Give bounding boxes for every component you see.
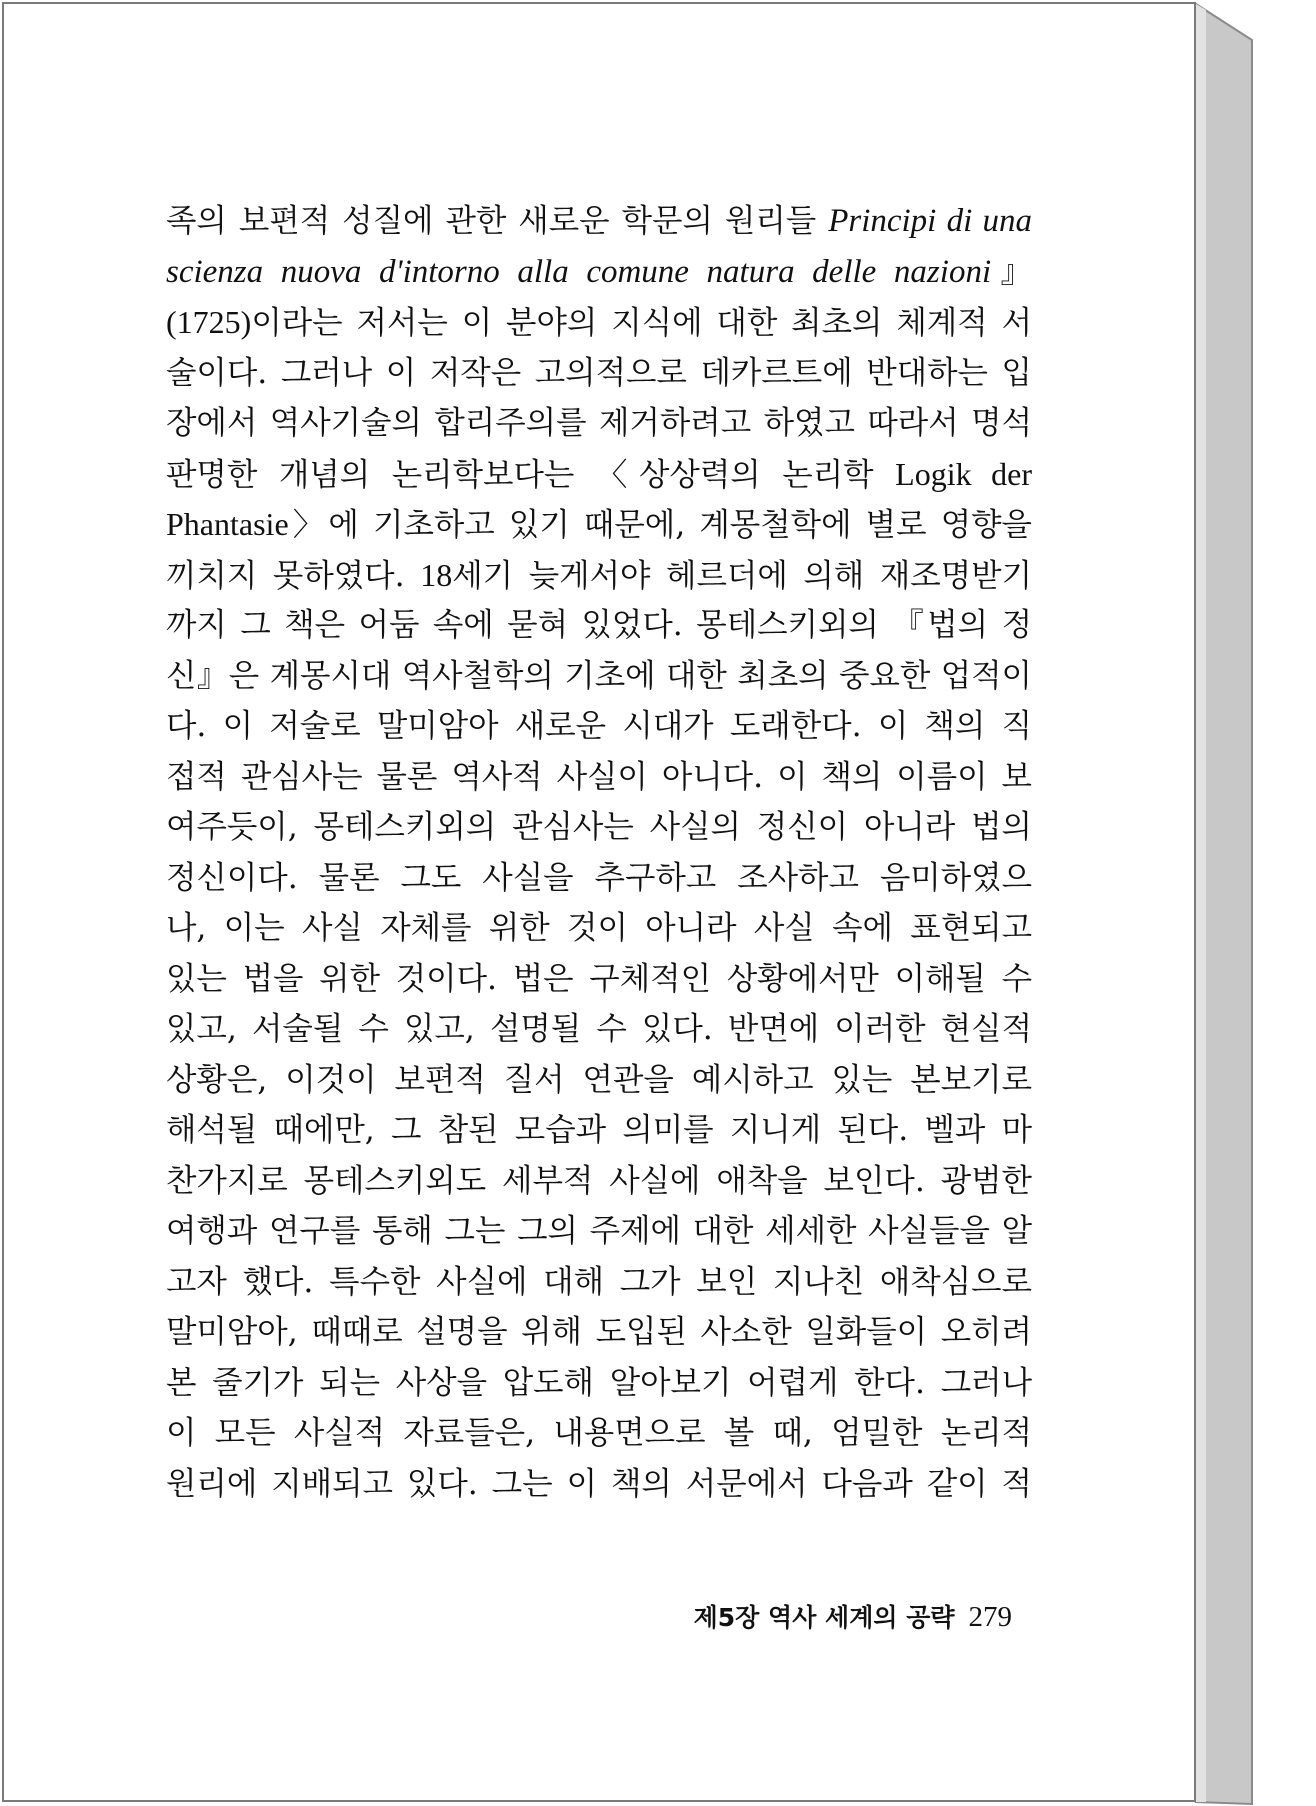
body-text: [166, 196, 1032, 1509]
text-line: [166, 853, 1032, 904]
text-segment: 세기 늦게서야 헤르더에 의해 재조명받기: [452, 557, 1032, 594]
text-line: [166, 802, 1032, 853]
text-segment: 18: [420, 556, 453, 593]
text-line: [166, 247, 1032, 298]
text-line: [166, 449, 1032, 500]
text-line: [166, 701, 1032, 752]
text-line: [166, 297, 1032, 348]
running-head-chapter: 제5장 역사 세계의 공략: [693, 1603, 955, 1632]
text-line: [166, 1459, 1032, 1510]
text-segment: 〉에 기초하고 있기 때문에, 계몽철학에 별로 영향을: [288, 507, 1032, 543]
text-segment: 정신이다. 물론 그도 사실을 추구하고 조사하고 음미하였으: [166, 859, 1032, 896]
text-line: [166, 1156, 1032, 1207]
text-segment: 이 모든 사실적 자료들은, 내용면으로 볼 때, 엄밀한 논리적: [166, 1415, 1032, 1451]
text-segment: 상황은, 이것이 보편적 질서 연관을 예시하고 있는 본보기로: [166, 1061, 1032, 1098]
text-line: [166, 398, 1032, 449]
text-line: [166, 1257, 1032, 1308]
text-segment: 판명한 개념의 논리학보다는 〈상상력의 논리학: [166, 456, 896, 493]
text-segment: 술이다. 그러나 이 저작은 고의적으로 데카르트에 반대하는 입: [166, 354, 1032, 391]
text-segment: 해석될 때에만, 그 참된 모습과 의미를 지니게 된다. 벨과 마: [166, 1112, 1032, 1148]
text-segment: Logik der: [895, 455, 1033, 492]
text-segment: 다. 이 저술로 말미암아 새로운 시대가 도래한다. 이 책의 직: [166, 708, 1032, 744]
text-segment: 여주듯이, 몽테스키외의 관심사는 사실의 정신이 아니라 법의: [166, 809, 1032, 845]
text-segment: 본 줄기가 되는 사상을 압도해 알아보기 어렵게 한다. 그러나: [166, 1364, 1032, 1401]
text-segment: scienza nuova d'intorno alla comune natura delle nazioni: [166, 253, 992, 290]
text-segment: 말미암아, 때때로 설명을 위해 도입된 사소한 일화들이 오히려: [166, 1314, 1032, 1350]
page-number: 279: [968, 1601, 1012, 1633]
text-segment: 찬가지로 몽테스키외도 세부적 사실에 애착을 보인다. 광범한: [166, 1162, 1032, 1199]
text-line: [166, 1206, 1032, 1257]
text-segment: 까지 그 책은 어둠 속에 묻혀 있었다. 몽테스키외의 『법의 정: [166, 607, 1032, 643]
text-segment: 고자 했다. 특수한 사실에 대해 그가 보인 지나친 애착심으로: [166, 1263, 1032, 1300]
text-line: [166, 348, 1032, 399]
text-segment: 장에서 역사기술의 합리주의를 제거하려고 하였고 따라서 명석: [166, 405, 1032, 441]
text-line: [166, 752, 1032, 803]
text-segment: 원리에 지배되고 있다. 그는 이 책의 서문에서 다음과 같이 적: [166, 1465, 1032, 1502]
text-line: [166, 1408, 1032, 1459]
text-line: [166, 600, 1032, 651]
text-segment: 접적 관심사는 물론 역사적 사실이 아니다. 이 책의 이름이 보: [166, 758, 1032, 795]
text-segment: 』: [991, 253, 1032, 290]
text-segment: 족의 보편적 성질에 관한 새로운 학문의 원리들: [166, 203, 829, 239]
text-segment: 있고, 서술될 수 있고, 설명될 수 있다. 반면에 이러한 현실적: [166, 1011, 1032, 1047]
text-line: [166, 196, 1032, 247]
text-segment: 있는 법을 위한 것이다. 법은 구체적인 상황에서만 이해될 수: [166, 960, 1032, 997]
text-line: [166, 499, 1032, 550]
text-line: [166, 1004, 1032, 1055]
text-line: [166, 1307, 1032, 1358]
text-line: [166, 954, 1032, 1005]
text-line: [166, 903, 1032, 954]
text-segment: (1725): [166, 304, 252, 340]
text-segment: Principi di una: [828, 203, 1032, 239]
page-footer: [660, 1598, 1012, 1634]
text-line: [166, 1055, 1032, 1106]
text-segment: Phantasie: [166, 506, 289, 542]
text-segment: 여행과 연구를 통해 그는 그의 주제에 대한 세세한 사실들을 알: [166, 1213, 1032, 1249]
text-line: [166, 651, 1032, 702]
text-line: [166, 1105, 1032, 1156]
text-segment: 끼치지 못하였다.: [166, 557, 421, 594]
text-line: [166, 550, 1032, 601]
text-segment: 나, 이는 사실 자체를 위한 것이 아니라 사실 속에 표현되고: [166, 910, 1032, 946]
text-segment: 신』은 계몽시대 역사철학의 기초에 대한 최초의 중요한 업적이: [166, 657, 1032, 694]
text-segment: 이라는 저서는 이 분야의 지식에 대한 최초의 체계적 서: [251, 305, 1032, 341]
text-line: [166, 1358, 1032, 1409]
